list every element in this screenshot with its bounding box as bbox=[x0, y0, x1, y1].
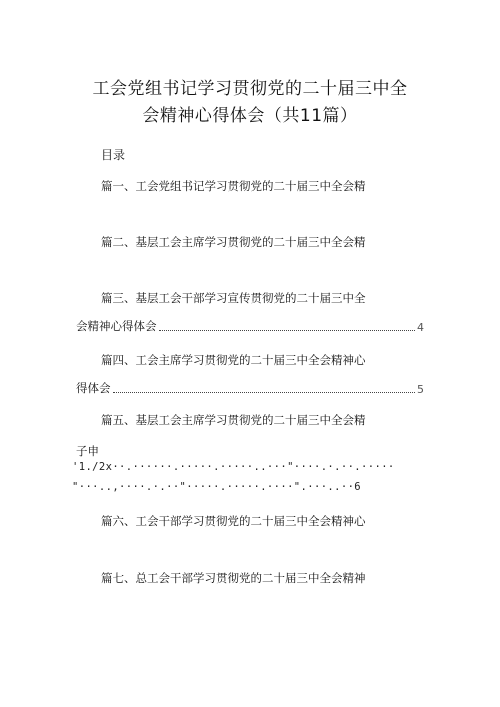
toc-entry-6[interactable]: 篇六、工会干部学习贯彻党的二十届三中全会精神心 bbox=[101, 514, 366, 528]
toc-entry-7[interactable]: 篇七、总工会干部学习贯彻党的二十届三中全会精神 bbox=[101, 571, 366, 585]
toc-entry-4-page-number: 5 bbox=[417, 383, 424, 396]
toc-entry-4-cont-text: 得体会 bbox=[76, 381, 111, 395]
garbled-leader-line-1: '1./2x··.······.·····.·····..···"····.·.··.····· bbox=[72, 461, 395, 473]
toc-entry-2[interactable]: 篇二、基层工会主席学习贯彻党的二十届三中全会精 bbox=[101, 235, 366, 249]
document-title-line-2: 会精神心得体会（共11篇） bbox=[142, 106, 358, 126]
toc-entry-1[interactable]: 篇一、工会党组书记学习贯彻党的二十届三中全会精 bbox=[101, 179, 366, 193]
toc-entry-3-page-number: 4 bbox=[417, 321, 424, 334]
garbled-leader-line-2: "···..,····.·.··"·····.·····.····".···..··6 bbox=[72, 481, 362, 493]
toc-entry-4[interactable]: 篇四、工会主席学习贯彻党的二十届三中全会精神心 bbox=[101, 353, 366, 367]
toc-entry-3-continuation[interactable] bbox=[76, 320, 424, 334]
toc-entry-3-cont-text: 会精神心得体会 bbox=[76, 319, 157, 333]
dot-leader bbox=[159, 330, 416, 331]
toc-entry-4-continuation[interactable] bbox=[76, 382, 424, 396]
toc-entry-5-cont-text: 子申 bbox=[76, 444, 99, 458]
dot-leader bbox=[113, 392, 416, 393]
toc-entry-5[interactable]: 篇五、基层工会主席学习贯彻党的二十届三中全会精 bbox=[101, 413, 366, 427]
document-title-line-1: 工会党组书记学习贯彻党的二十届三中全 bbox=[92, 79, 408, 99]
toc-entry-3[interactable]: 篇三、基层工会干部学习宣传贯彻党的二十届三中全 bbox=[101, 291, 366, 305]
toc-heading: 目录 bbox=[101, 148, 126, 162]
